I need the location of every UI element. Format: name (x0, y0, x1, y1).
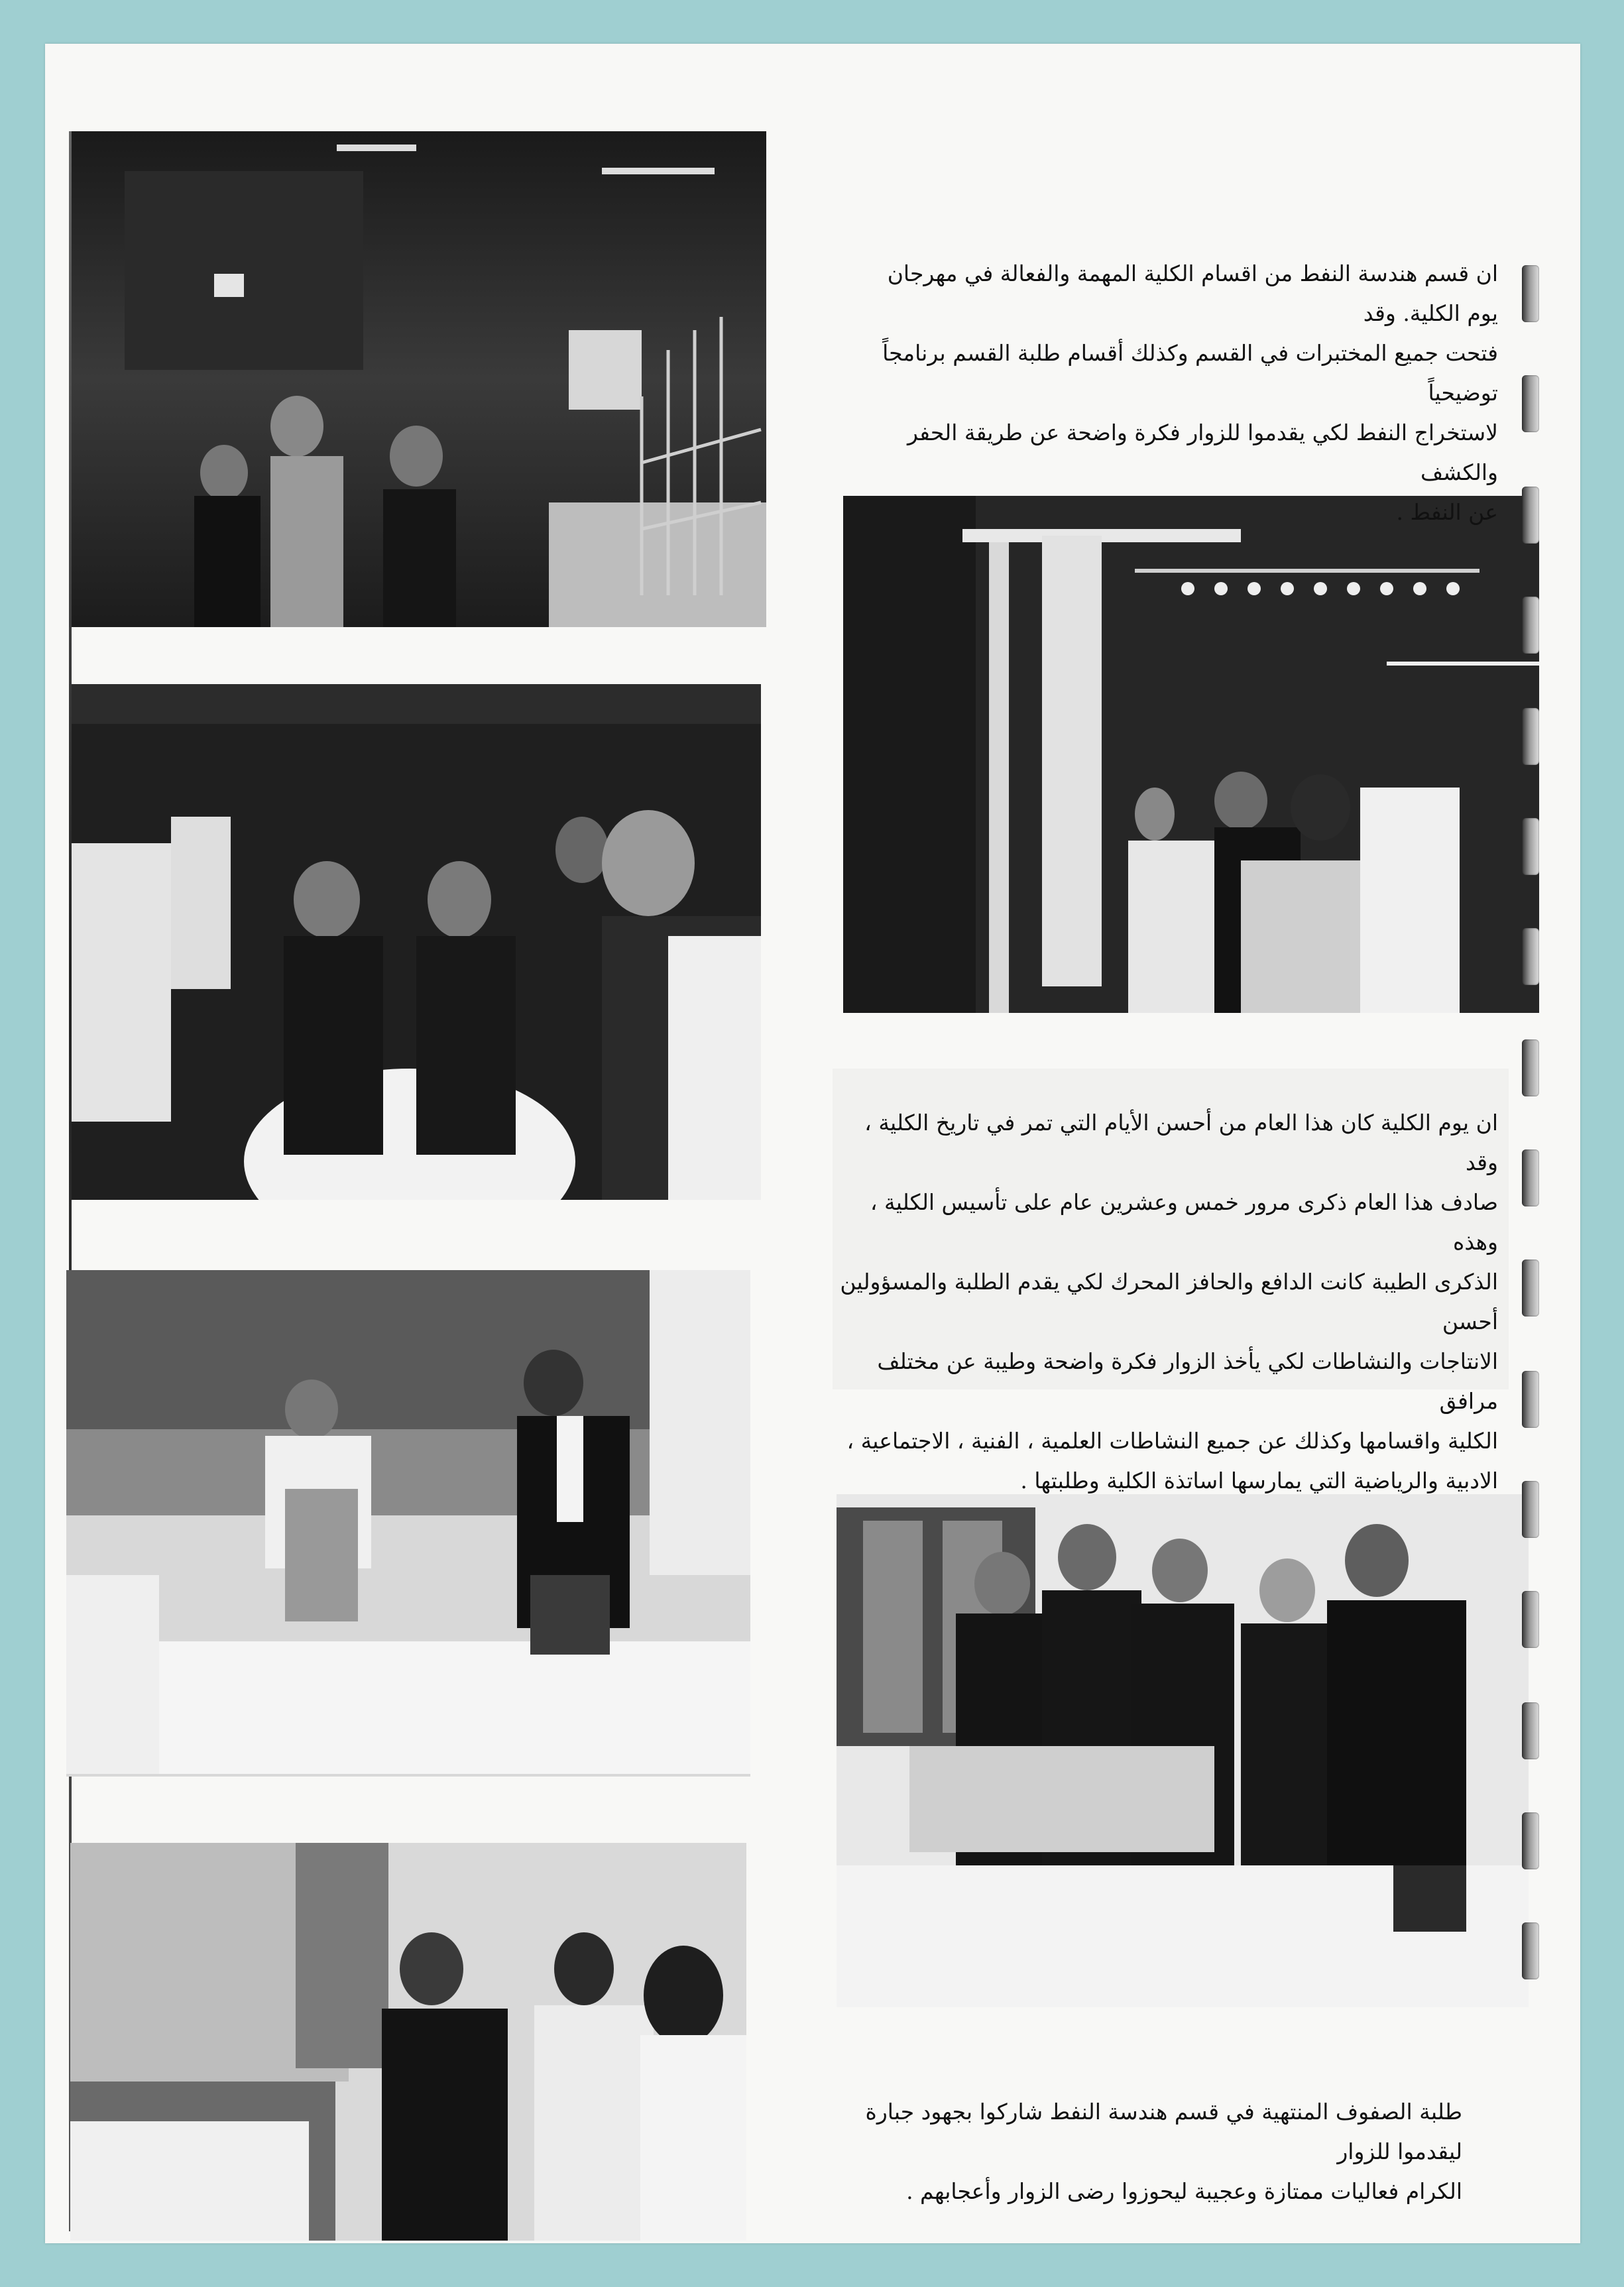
photo-display-table (66, 1270, 750, 1777)
intro-paragraph: ان قسم هندسة النفط من اقسام الكلية المهمة والفعالة في مهرجان يوم الكلية. وقد فتحت جميع المختبرات في القسم وكذلك أقسام طلبة القسم برنامجاً توضيحياً لاستخراج النفط لكي يقدموا للزوار فكرة واضحة عن طريقة الحفر والكشف عن النفط . (882, 261, 1498, 525)
binding-hole (1522, 928, 1539, 985)
binding-hole (1522, 375, 1539, 432)
binding-hole (1522, 818, 1539, 875)
binding-hole (1522, 1149, 1539, 1206)
binding-hole (1522, 1591, 1539, 1648)
photo-oil-rig-model (72, 131, 766, 627)
binding-hole (1522, 487, 1539, 544)
binding-hole (1522, 597, 1539, 654)
photo-explaining-to-visitors (70, 1843, 746, 2241)
binding-hole (1522, 1812, 1539, 1869)
binding-hole (1522, 1922, 1539, 1979)
photo-laboratory-apparatus (843, 496, 1539, 1013)
binding-hole (1522, 1371, 1539, 1428)
photo-group-viewing-equipment (72, 684, 761, 1200)
binding-hole (1522, 1039, 1539, 1096)
binding-hole (1522, 1481, 1539, 1538)
photo-students-drilling-machine (837, 1494, 1529, 2007)
binding-hole (1522, 265, 1539, 322)
binding-hole (1522, 1260, 1539, 1317)
binding-hole (1522, 708, 1539, 765)
binding-hole (1522, 1702, 1539, 1759)
anniversary-paragraph: ان يوم الكلية كان هذا العام من أحسن الأيام التي تمر في تاريخ الكلية ، وقد صادف هذا العام ذكرى مرور خمس وعشرين عام على تأسيس الكلية ، وهذه الذكرى الطيبة كانت الدافع والحافز المحرك لكي يقدم الطلبة والمسؤولين أحسن الانتاجات والنشاطات لكي يأخذ الزوار فكرة واضحة وطيبة عن مختلف مرافق الكلية واقسامها وكذلك عن جميع النشاطات العلمية ، الفنية ، الاجتماعية ، الادبية والرياضية التي يمارسها اساتذة الكلية وطلبتها . (833, 1069, 1509, 1389)
students-caption: طلبة الصفوف المنتهية في قسم هندسة النفط شاركوا بجهود جبارة ليقدموا للزوار الكرام فعاليات ممتازة وعجيبة ليحوزوا رضى الزوار وأعجابهم . (865, 2099, 1462, 2204)
